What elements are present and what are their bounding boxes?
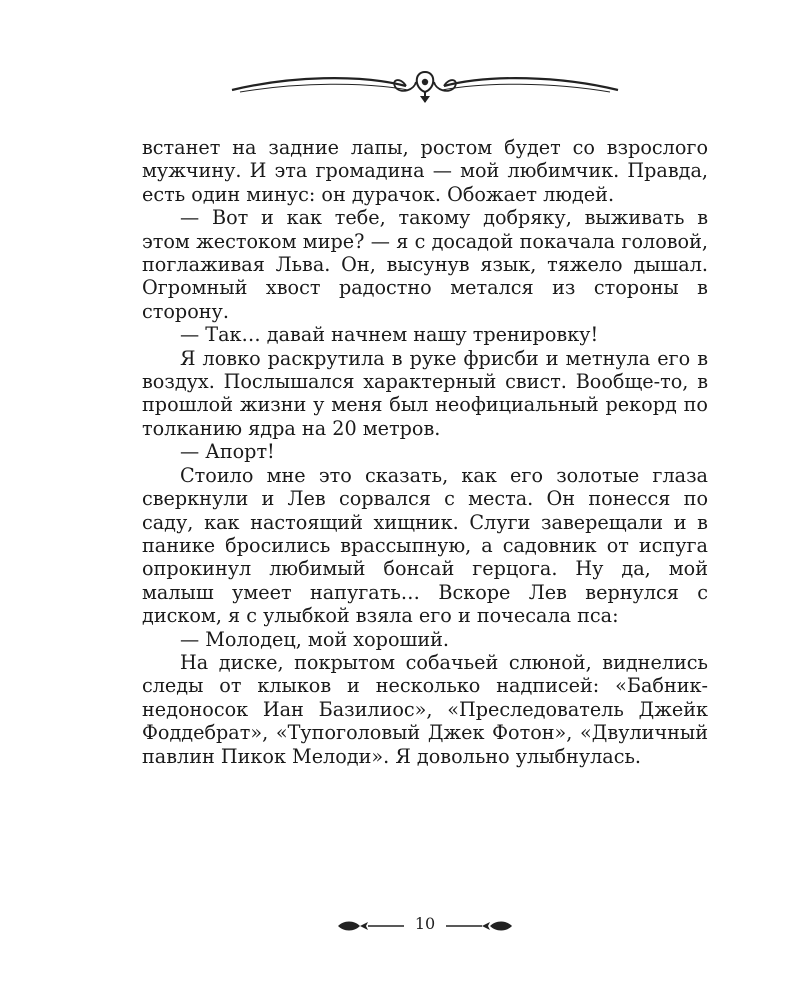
- paragraph: — Вот и как тебе, такому добряку, выживать в этом жестоком мире? — я с досадой покачала головой, поглаживая Льва. Он, высунув язык, тяжело дышал. Огромный хвост радостно метался из стороны в сторону.: [142, 206, 708, 323]
- paragraph: Я ловко раскрутила в руке фрисби и метнула его в воздух. Послышался характерный свист. Вообще-то, в прошлой жизни у меня был неофициальный рекорд по толканию ядра на 20 метров.: [142, 346, 708, 440]
- paragraph: — Апорт!: [180, 440, 275, 464]
- page-number-text: 10: [411, 914, 439, 933]
- paragraph: — Так… давай начнем нашу тренировку!: [180, 323, 599, 347]
- paragraph: встанет на задние лапы, ростом будет со взрослого мужчину. И эта громадина — мой любимчик. Правда, есть один минус: он дурачок. Обожает людей.: [142, 136, 708, 206]
- paragraph: — Молодец, мой хороший.: [180, 627, 450, 651]
- header-ornament: [230, 66, 620, 106]
- page-number: [330, 914, 520, 933]
- text-body: [142, 136, 708, 768]
- paragraph: Стоило мне это сказать, как его золотые глаза сверкнули и Лев сорвался с места. Он понесся по саду, как настоящий хищник. Слуги заверещали и в панике бросились врассыпную, а садовник от испуга опрокинул любимый бонсай герцога. Ну да, мой малыш умеет напугать… Вскоре Лев вернулся с диском, я с улыбкой взяла его и почесала пса:: [142, 463, 708, 628]
- paragraph: На диске, покрытом собачьей слюной, виднелись следы от клыков и несколько надписей: «Бабник-недоносок Иан Базилиос», «Преследователь Джейк Фоддебрат», «Тупоголовый Джек Фотон», «Двуличный павлин Пикок Мелоди». Я довольно улыбнулась.: [142, 650, 708, 768]
- page-footer: [330, 912, 520, 940]
